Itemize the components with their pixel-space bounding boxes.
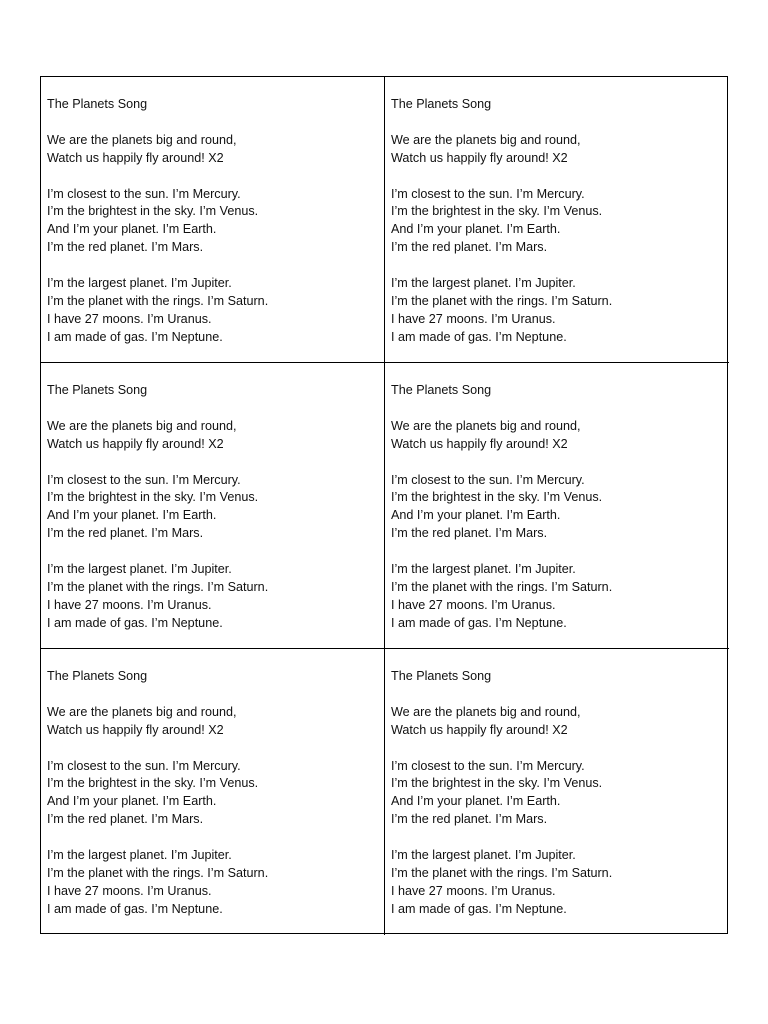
lyric-line: I have 27 moons. I’m Uranus. bbox=[47, 597, 212, 612]
lyric-line: And I’m your planet. I’m Earth. bbox=[47, 222, 217, 237]
lyric-line: Watch us happily fly around! X2 bbox=[391, 722, 568, 737]
song-title: The Planets Song bbox=[47, 383, 148, 397]
lyric-line: I’m the red planet. I’m Mars. bbox=[391, 526, 548, 541]
lyric-line: We are the planets big and round, bbox=[47, 132, 237, 147]
lyric-line: I’m the red planet. I’m Mars. bbox=[47, 526, 204, 541]
lyric-line: Watch us happily fly around! X2 bbox=[47, 722, 224, 737]
lyric-line: I have 27 moons. I’m Uranus. bbox=[391, 311, 556, 326]
song-title: The Planets Song bbox=[47, 97, 148, 111]
song-card bbox=[41, 363, 385, 649]
lyric-line: I’m the red planet. I’m Mars. bbox=[47, 240, 204, 255]
lyric-line: I have 27 moons. I’m Uranus. bbox=[47, 311, 212, 326]
lyric-line: I’m the planet with the rings. I’m Saturn. bbox=[47, 293, 269, 308]
lyric-line: I’m the brightest in the sky. I’m Venus. bbox=[391, 490, 603, 505]
lyric-line: I’m the largest planet. I’m Jupiter. bbox=[391, 276, 576, 291]
lyric-line: And I’m your planet. I’m Earth. bbox=[391, 794, 561, 809]
lyric-line: I am made of gas. I’m Neptune. bbox=[47, 901, 223, 916]
lyric-line: Watch us happily fly around! X2 bbox=[47, 150, 224, 165]
lyric-line: I’m closest to the sun. I’m Mercury. bbox=[391, 472, 585, 487]
chorus bbox=[47, 132, 378, 168]
verse-1 bbox=[47, 758, 378, 830]
song-title: The Planets Song bbox=[47, 669, 148, 683]
lyric-line: We are the planets big and round, bbox=[47, 418, 237, 433]
lyric-line: And I’m your planet. I’m Earth. bbox=[47, 508, 217, 523]
lyric-line: Watch us happily fly around! X2 bbox=[391, 436, 568, 451]
lyric-line: I’m the planet with the rings. I’m Saturn. bbox=[391, 579, 613, 594]
lyric-line: Watch us happily fly around! X2 bbox=[47, 436, 224, 451]
lyric-line: And I’m your planet. I’m Earth. bbox=[391, 508, 561, 523]
lyric-line: I’m the brightest in the sky. I’m Venus. bbox=[47, 490, 259, 505]
lyric-line: I’m the brightest in the sky. I’m Venus. bbox=[47, 776, 259, 791]
lyric-line: I’m the planet with the rings. I’m Saturn. bbox=[391, 865, 613, 880]
lyric-line: I’m closest to the sun. I’m Mercury. bbox=[47, 186, 241, 201]
lyric-line: I’m the largest planet. I’m Jupiter. bbox=[391, 562, 576, 577]
lyric-line: I am made of gas. I’m Neptune. bbox=[391, 329, 567, 344]
verse-2 bbox=[391, 275, 723, 347]
lyric-line: I am made of gas. I’m Neptune. bbox=[391, 901, 567, 916]
lyric-line: I’m the red planet. I’m Mars. bbox=[391, 240, 548, 255]
verse-2 bbox=[47, 847, 378, 919]
lyric-line: I’m the largest planet. I’m Jupiter. bbox=[47, 848, 232, 863]
lyric-line: I’m the planet with the rings. I’m Saturn. bbox=[47, 865, 269, 880]
song-card bbox=[385, 363, 729, 649]
verse-2 bbox=[391, 847, 723, 919]
song-title: The Planets Song bbox=[391, 97, 492, 111]
lyric-line: I’m the red planet. I’m Mars. bbox=[47, 812, 204, 827]
lyric-line: I’m the largest planet. I’m Jupiter. bbox=[47, 276, 232, 291]
lyric-line: I’m the planet with the rings. I’m Saturn. bbox=[47, 579, 269, 594]
lyric-line: And I’m your planet. I’m Earth. bbox=[391, 222, 561, 237]
verse-1 bbox=[391, 186, 723, 258]
song-card bbox=[41, 77, 385, 363]
lyric-line: I’m the brightest in the sky. I’m Venus. bbox=[391, 776, 603, 791]
lyric-line: I am made of gas. I’m Neptune. bbox=[391, 615, 567, 630]
lyric-line: I’m the largest planet. I’m Jupiter. bbox=[391, 848, 576, 863]
song-card bbox=[385, 649, 729, 935]
verse-2 bbox=[47, 561, 378, 633]
song-title: The Planets Song bbox=[391, 669, 492, 683]
lyric-line: I’m the largest planet. I’m Jupiter. bbox=[47, 562, 232, 577]
lyric-line: We are the planets big and round, bbox=[47, 704, 237, 719]
verse-2 bbox=[47, 275, 378, 347]
verse-1 bbox=[391, 758, 723, 830]
lyric-line: I am made of gas. I’m Neptune. bbox=[47, 615, 223, 630]
lyric-line: I am made of gas. I’m Neptune. bbox=[47, 329, 223, 344]
lyric-line: Watch us happily fly around! X2 bbox=[391, 150, 568, 165]
lyric-line: I’m closest to the sun. I’m Mercury. bbox=[391, 186, 585, 201]
chorus bbox=[391, 704, 723, 740]
verse-1 bbox=[391, 472, 723, 544]
chorus bbox=[47, 704, 378, 740]
lyric-line: We are the planets big and round, bbox=[391, 704, 581, 719]
verse-2 bbox=[391, 561, 723, 633]
song-card bbox=[385, 77, 729, 363]
lyric-line: And I’m your planet. I’m Earth. bbox=[47, 794, 217, 809]
lyric-line: We are the planets big and round, bbox=[391, 132, 581, 147]
song-title: The Planets Song bbox=[391, 383, 492, 397]
chorus bbox=[47, 418, 378, 454]
lyric-line: I’m the red planet. I’m Mars. bbox=[391, 812, 548, 827]
lyric-line: We are the planets big and round, bbox=[391, 418, 581, 433]
lyric-line: I’m closest to the sun. I’m Mercury. bbox=[391, 758, 585, 773]
lyric-line: I’m the brightest in the sky. I’m Venus. bbox=[391, 204, 603, 219]
song-card bbox=[41, 649, 385, 935]
chorus bbox=[391, 418, 723, 454]
lyric-line: I’m closest to the sun. I’m Mercury. bbox=[47, 472, 241, 487]
lyric-line: I’m the brightest in the sky. I’m Venus. bbox=[47, 204, 259, 219]
lyric-line: I have 27 moons. I’m Uranus. bbox=[391, 597, 556, 612]
lyric-line: I’m the planet with the rings. I’m Saturn. bbox=[391, 293, 613, 308]
song-card-grid bbox=[40, 76, 728, 934]
lyric-line: I’m closest to the sun. I’m Mercury. bbox=[47, 758, 241, 773]
verse-1 bbox=[47, 186, 378, 258]
verse-1 bbox=[47, 472, 378, 544]
lyric-line: I have 27 moons. I’m Uranus. bbox=[391, 883, 556, 898]
lyric-line: I have 27 moons. I’m Uranus. bbox=[47, 883, 212, 898]
chorus bbox=[391, 132, 723, 168]
